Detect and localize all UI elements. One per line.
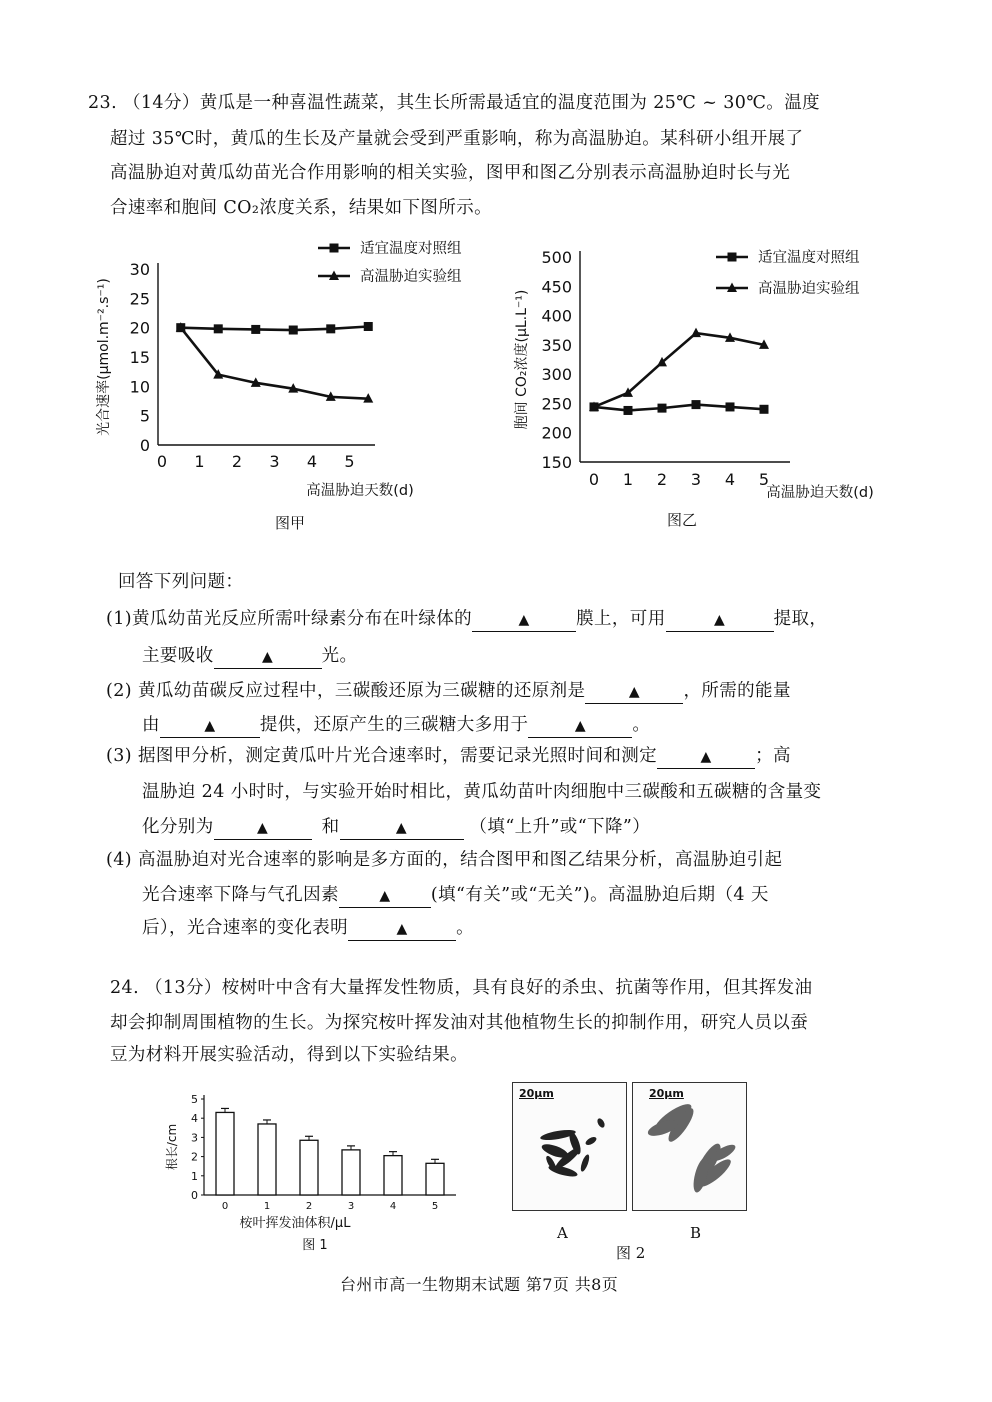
legend-label: 高温胁迫实验组 (360, 269, 462, 285)
data-point (726, 402, 735, 411)
bar (258, 1124, 276, 1195)
x-tick-label: 3 (690, 470, 702, 489)
bar (300, 1140, 318, 1195)
figure-caption: 图甲 (274, 514, 306, 532)
series-line-1 (181, 326, 369, 330)
x-tick-label: 3 (347, 1201, 355, 1212)
legend-label: 适宜温度对照组 (360, 241, 462, 257)
legend-marker (330, 244, 339, 253)
chart-jia (90, 225, 510, 535)
y-tick-label: 5 (139, 406, 150, 426)
y-tick-label: 450 (541, 277, 572, 297)
q23-part-4-line-1: (4) 高温胁迫对光合速率的影响是多方面的，结合图甲和图乙结果分析，高温胁迫引起 (106, 850, 783, 870)
y-tick-label: 0 (139, 436, 150, 455)
data-point (289, 326, 298, 335)
q23-part-4-line-2: 光合速率下降与气孔因素 ▲ (填“有关”或“无关”)。高温胁迫后期（4 天 (142, 880, 769, 910)
micrograph-a (512, 1082, 627, 1211)
q23-line-1: 23. （14分）黄瓜是一种喜温性蔬菜，其生长所需最适宜的温度范围为 25℃ ~ 30℃。温度 (88, 93, 820, 113)
data-point (658, 404, 667, 413)
x-tick-label: 1 (622, 470, 634, 489)
series-line-1 (594, 405, 764, 411)
fig2-label-b: B (690, 1224, 702, 1242)
x-tick-label: 4 (389, 1201, 397, 1212)
q24-line-1: 24. （13分）桉树叶中含有大量挥发性物质，具有良好的杀虫、抗菌等作用，但其挥发油 (110, 978, 813, 998)
q24-line-3: 豆为材料开展实验活动，得到以下实验结果。 (110, 1045, 468, 1065)
scale-bar-b: 20μm (649, 1087, 684, 1100)
legend-marker (728, 253, 737, 262)
q24-line-2: 却会抑制周围植物的生长。为探究桉叶挥发油对其他植物生长的抑制作用，研究人员以蚕 (110, 1013, 809, 1033)
x-tick-label: 0 (588, 470, 600, 489)
page-footer: 台州市高一生物期末试题 第7页 共8页 (340, 1275, 619, 1294)
y-tick-label: 2 (191, 1150, 198, 1164)
blank-5[interactable]: ▲ (160, 715, 260, 738)
blank-10[interactable]: ▲ (339, 885, 431, 908)
data-point (364, 322, 373, 331)
y-tick-label: 300 (541, 365, 572, 385)
bar (342, 1150, 360, 1195)
blank-3[interactable]: ▲ (214, 646, 322, 669)
y-tick-label: 10 (129, 377, 150, 397)
y-tick-label: 5 (191, 1093, 198, 1106)
series-line-2 (181, 328, 369, 399)
y-tick-label: 20 (129, 318, 150, 338)
legend-label: 高温胁迫实验组 (758, 281, 860, 297)
x-tick-label: 0 (156, 452, 168, 471)
y-tick-label: 500 (541, 248, 572, 267)
x-tick-label: 0 (221, 1201, 229, 1212)
bar (384, 1156, 402, 1195)
data-point (251, 325, 260, 334)
y-tick-label: 4 (191, 1112, 198, 1126)
x-tick-label: 5 (758, 470, 770, 489)
y-tick-label: 25 (129, 289, 150, 309)
data-point (760, 405, 769, 414)
chromosome-image-a (513, 1083, 626, 1210)
x-axis-label: 桉叶挥发油体积/μL (239, 1216, 351, 1231)
x-tick-label: 1 (263, 1201, 271, 1212)
fig2-label-a: A (557, 1224, 568, 1242)
micrograph-b (632, 1082, 747, 1211)
blank-2[interactable]: ▲ (666, 609, 774, 632)
x-tick-label: 5 (344, 452, 355, 471)
data-point (214, 324, 223, 333)
figure-caption: 图乙 (666, 511, 698, 529)
blank-6[interactable]: ▲ (528, 715, 632, 738)
q23-line-3: 高温胁迫对黄瓜幼苗光合作用影响的相关实验，图甲和图乙分别表示高温胁迫时长与光 (110, 163, 791, 183)
x-tick-label: 2 (231, 452, 243, 471)
y-tick-label: 30 (129, 260, 150, 279)
q23-line-4: 合速率和胞间 CO₂浓度关系，结果如下图所示。 (110, 198, 493, 218)
y-tick-label: 3 (191, 1131, 198, 1145)
data-point (624, 406, 633, 415)
answer-intro: 回答下列问题： (118, 572, 244, 592)
q23-line-2: 超过 35℃时，黄瓜的生长及产量就会受到严重影响，称为高温胁迫。某科研小组开展了 (110, 129, 804, 149)
figure-caption: 图 1 (302, 1238, 328, 1253)
x-axis-label: 高温胁迫天数(d) (766, 485, 874, 501)
chart-fig1-root-length (160, 1085, 480, 1260)
fig2-caption: 图 2 (616, 1244, 646, 1262)
y-axis-label: 光合速率(μmol.m⁻².s⁻¹) (96, 278, 112, 436)
y-tick-label: 400 (541, 306, 572, 326)
q23-part-3-line-1: (3) 据图甲分析，测定黄瓜叶片光合速率时，需要记录光照时间和测定 ▲ ；高 (106, 741, 791, 771)
blank-1[interactable]: ▲ (472, 609, 576, 632)
legend-label: 适宜温度对照组 (758, 250, 860, 266)
chromosome-image-b (633, 1083, 746, 1210)
x-tick-label: 3 (269, 452, 280, 471)
series-line-2 (594, 333, 764, 407)
q23-part-3-line-3: 化分别为 ▲ 和 ▲ （填“上升”或“下降”） (142, 812, 650, 842)
y-tick-label: 250 (541, 394, 572, 414)
y-tick-label: 200 (541, 423, 572, 443)
y-tick-label: 0 (191, 1189, 198, 1202)
y-axis-label: 根长/cm (165, 1123, 179, 1171)
y-tick-label: 15 (129, 348, 150, 367)
x-tick-label: 5 (431, 1201, 439, 1212)
y-tick-label: 1 (191, 1169, 198, 1183)
x-tick-label: 4 (724, 470, 736, 489)
q23-part-4-line-3: 后），光合速率的变化表明 ▲ 。 (142, 913, 474, 943)
x-tick-label: 2 (656, 470, 668, 489)
q23-part-2-line-1: (2) 黄瓜幼苗碳反应过程中，三碳酸还原为三碳糖的还原剂是 ▲ ，所需的能量 (106, 676, 791, 706)
bar (216, 1112, 234, 1195)
data-point (326, 324, 335, 333)
x-tick-label: 1 (194, 452, 205, 471)
x-tick-label: 2 (305, 1201, 313, 1212)
q23-part-3-line-2: 温胁迫 24 小时时，与实验开始时相比，黄瓜幼苗叶肉细胞中三碳酸和五碳糖的含量变 (142, 782, 822, 802)
chart-yi (500, 235, 920, 535)
blank-11[interactable]: ▲ (348, 918, 456, 941)
data-point (692, 400, 701, 409)
x-axis-label: 高温胁迫天数(d) (306, 483, 414, 499)
q23-part-1-line-1: (1)黄瓜幼苗光反应所需叶绿素分布在叶绿体的 ▲ 膜上，可用 ▲ 提取， (106, 604, 827, 634)
bar (426, 1163, 444, 1195)
blank-8[interactable]: ▲ (214, 817, 312, 840)
y-tick-label: 350 (541, 335, 572, 355)
blank-7[interactable]: ▲ (657, 746, 755, 769)
y-tick-label: 150 (541, 453, 572, 472)
scale-bar-a: 20μm (519, 1087, 554, 1100)
y-axis-label: 胞间 CO₂浓度(μL.L⁻¹) (514, 289, 530, 430)
blank-9[interactable]: ▲ (340, 817, 464, 840)
q23-part-2-line-2: 由 ▲ 提供，还原产生的三碳糖大多用于 ▲ 。 (142, 710, 650, 740)
blank-4[interactable]: ▲ (585, 681, 683, 704)
q23-part-1-line-2: 主要吸收 ▲ 光。 (142, 641, 357, 671)
x-tick-label: 4 (306, 452, 318, 471)
